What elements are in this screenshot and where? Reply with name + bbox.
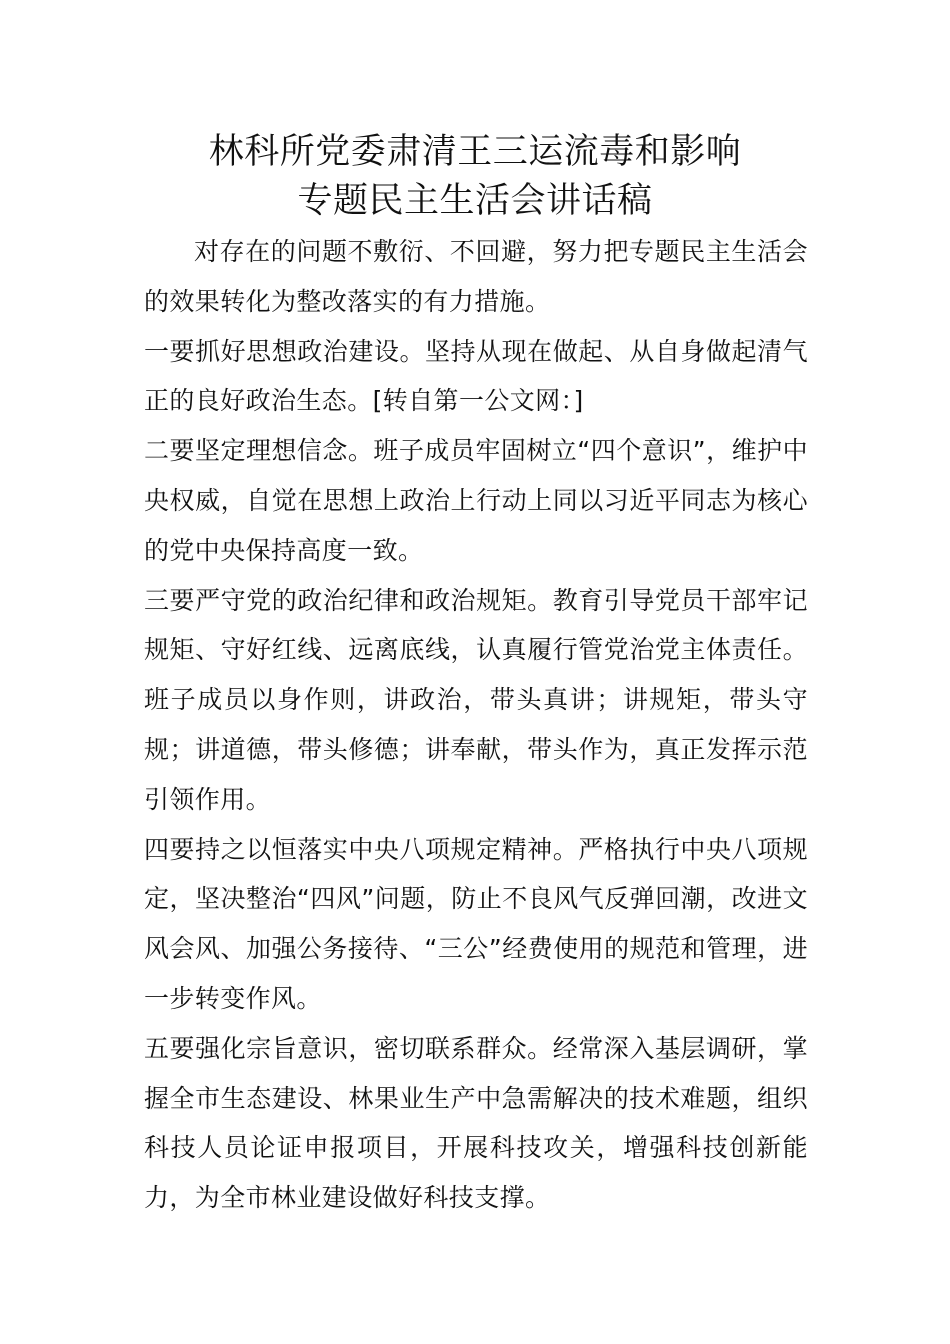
document-title bbox=[0, 128, 950, 226]
document-body bbox=[144, 227, 808, 1223]
paragraph-4: 四要持之以恒落实中央八项规定精神。严格执行中央八项规定，坚决整治“四风”问题，防止不良风气反弹回潮，改进文风会风、加强公务接待、“三公”经费使用的规范和管理，进一步转变作风。 bbox=[144, 834, 808, 1013]
paragraph-1: 一要抓好思想政治建设。坚持从现在做起、从自身做起清气正的良好政治生态。[转自第一公文网：] bbox=[144, 336, 808, 416]
paragraph-5: 五要强化宗旨意识，密切联系群众。经常深入基层调研，掌握全市生态建设、林果业生产中急需解决的技术难题，组织科技人员论证申报项目，开展科技攻关，增强科技创新能力，为全市林业建设做好科技支撑。 bbox=[144, 1033, 808, 1213]
title-line-1: 林科所党委肃清王三运流毒和影响 bbox=[208, 132, 742, 172]
title-line-2: 专题民主生活会讲话稿 bbox=[297, 181, 653, 221]
paragraph-2: 二要坚定理想信念。班子成员牢固树立“四个意识”，维护中央权威，自觉在思想上政治上行动上同以习近平同志为核心的党中央保持高度一致。 bbox=[144, 436, 808, 565]
paragraph-intro: 对存在的问题不敷衍、不回避，努力把专题民主生活会的效果转化为整改落实的有力措施。 bbox=[144, 237, 808, 316]
paragraph-3: 三要严守党的政治纪律和政治规矩。教育引导党员干部牢记规矩、守好红线、远离底线，认真履行管党治党主体责任。班子成员以身作则，讲政治，带头真讲；讲规矩，带头守规；讲道德，带头修德；讲奉献，带头作为，真正发挥示范引领作用。 bbox=[144, 585, 808, 814]
